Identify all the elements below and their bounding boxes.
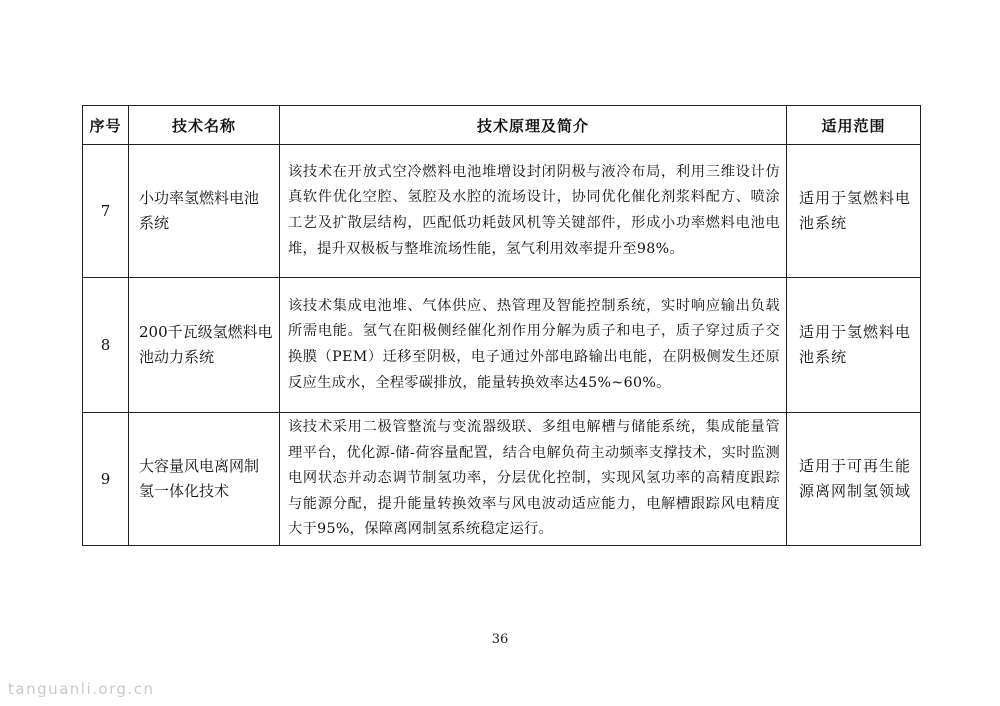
technology-table xyxy=(82,105,921,546)
table-row xyxy=(83,145,921,278)
row-technology-name xyxy=(129,145,280,278)
row-description: 该技术在开放式空冷燃料电池堆增设封闭阴极与液冷布局，利用三维设计仿真软件优化空腔、氢腔及水腔的流场设计，协同优化催化剂浆料配方、喷涂工艺及扩散层结构，匹配低功耗鼓风机等关键部件，形成小功率燃料电池电堆，提升双极板与整堆流场性能，氢气利用效率提升至98%。 xyxy=(280,145,787,278)
row-technology-name xyxy=(129,413,280,546)
row-technology-name-text: 大容量风电离网制氢一体化技术 xyxy=(139,457,260,500)
row-scope: 适用于氢燃料电池系统 xyxy=(787,145,921,278)
table-row xyxy=(83,278,921,413)
row-description: 该技术采用二极管整流与变流器级联、多组电解槽与储能系统，集成能量管理平台，优化源-储-荷容量配置，结合电解负荷主动频率支撑技术，实时监测电网状态并动态调节制氢功率，分层优化控制，实现风氢功率的高精度跟踪与能源分配，提升能量转换效率与风电波动适应能力，电解槽跟踪风电精度大于95%，保障离网制氢系统稳定运行。 xyxy=(280,413,787,546)
table-header-row xyxy=(83,106,921,145)
row-number: 9 xyxy=(83,413,129,546)
row-technology-name-text: 小功率氢燃料电池系统 xyxy=(139,189,260,232)
row-description: 该技术集成电池堆、气体供应、热管理及智能控制系统，实时响应输出负载所需电能。氢气在阳极侧经催化剂作用分解为质子和电子，质子穿过质子交换膜（PEM）迁移至阴极，电子通过外部电路输出电能，在阴极侧发生还原反应生成水，全程零碳排放，能量转换效率达45%~60%。 xyxy=(280,278,787,413)
header-description: 技术原理及简介 xyxy=(280,106,787,145)
table-row xyxy=(83,413,921,546)
row-technology-name-text: 200千瓦级氢燃料电池动力系统 xyxy=(139,323,273,366)
header-scope: 适用范围 xyxy=(787,106,921,145)
row-number: 7 xyxy=(83,145,129,278)
row-technology-name xyxy=(129,278,280,413)
row-scope: 适用于可再生能源离网制氢领域 xyxy=(787,413,921,546)
header-number: 序号 xyxy=(83,106,129,145)
page-number: 36 xyxy=(491,632,509,647)
header-name: 技术名称 xyxy=(129,106,280,145)
row-scope: 适用于氢燃料电池系统 xyxy=(787,278,921,413)
watermark: tanguanli.org.cn xyxy=(8,680,155,698)
row-number: 8 xyxy=(83,278,129,413)
